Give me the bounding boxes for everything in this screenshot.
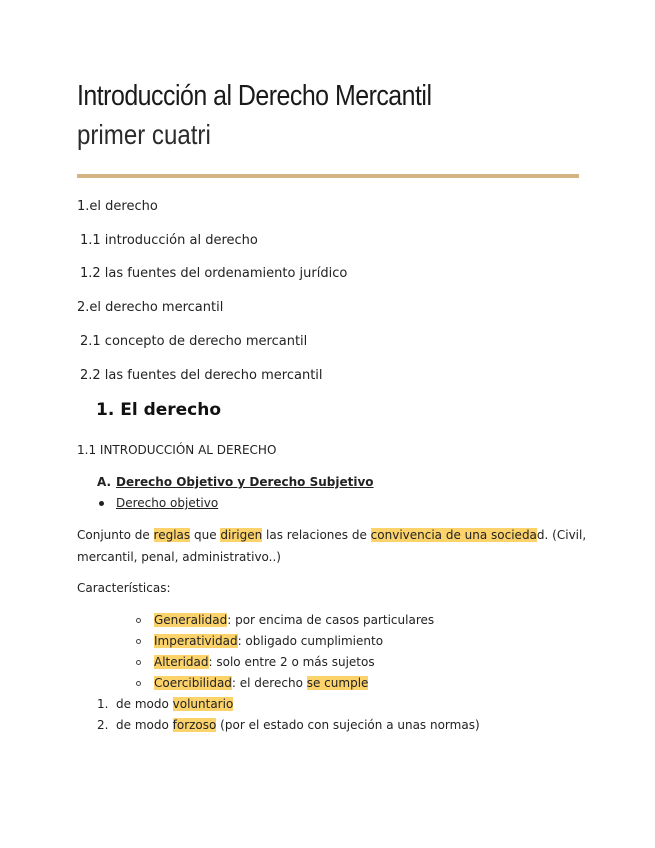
highlighted-text: forzoso [172,718,217,732]
toc-item: 2.2 las fuentes del derecho mercantil [80,368,323,383]
bullet-dot-icon [99,501,104,506]
section-heading: 1. El derecho [96,400,222,420]
paragraph-line: mercantil, penal, administrativo..) [77,550,281,564]
highlighted-text: voluntario [172,697,234,711]
paragraph-text: que [190,528,221,542]
highlighted-text: dirigen [220,528,263,542]
toc-item: 1.1 introducción al derecho [80,233,258,248]
characteristic-text: : obligado cumplimiento [237,634,384,648]
highlighted-text: se cumple [306,676,369,690]
highlighted-text: Imperatividad [154,634,238,648]
paragraph-text: d. (Civil, [536,528,587,542]
toc-item: 1.el derecho [77,199,158,214]
numbered-text: de modo [116,718,173,732]
highlighted-text: Coercibilidad [154,676,232,690]
highlighted-text: Alteridad [154,655,209,669]
highlighted-text: Generalidad [154,613,228,627]
bullet-item: Derecho objetivo [116,496,219,510]
characteristic-text: : por encima de casos particulares [227,613,435,627]
section-subheading: 1.1 INTRODUCCIÓN AL DERECHO [77,443,277,457]
numbered-text: de modo [116,697,173,711]
numbered-item [116,718,480,732]
document-title: Introducción al Derecho Mercantil [77,80,432,112]
title-divider [77,174,579,178]
bullet-circle-icon [136,639,141,644]
characteristics-label: Características: [77,581,171,595]
numbered-item [116,697,233,711]
characteristic-item [154,613,434,627]
numbered-marker: 2. [97,718,109,732]
characteristic-item [154,676,368,690]
bullet-circle-icon [136,660,141,665]
paragraph-text: las relaciones de [262,528,371,542]
characteristic-item [154,655,375,669]
toc-item: 1.2 las fuentes del ordenamiento jurídico [80,266,348,281]
numbered-text: (por el estado con sujeción a unas normas) [216,718,480,732]
bullet-circle-icon [136,618,141,623]
numbered-marker: 1. [97,697,109,711]
characteristic-text: : el derecho [231,676,307,690]
paragraph-line [77,528,586,542]
highlighted-text: convivencia de una socieda [370,528,537,542]
highlighted-text: reglas [153,528,191,542]
toc-item: 2.1 concepto de derecho mercantil [80,334,308,349]
paragraph-text: Conjunto de [77,528,154,542]
list-marker-a: A. [97,475,112,489]
characteristic-text: : solo entre 2 o más sujetos [208,655,375,669]
toc-item: 2.el derecho mercantil [77,300,224,315]
characteristic-item [154,634,383,648]
bullet-circle-icon [136,681,141,686]
list-item-a: Derecho Objetivo y Derecho Subjetivo [116,475,374,489]
document-subtitle: primer cuatri [77,119,211,150]
